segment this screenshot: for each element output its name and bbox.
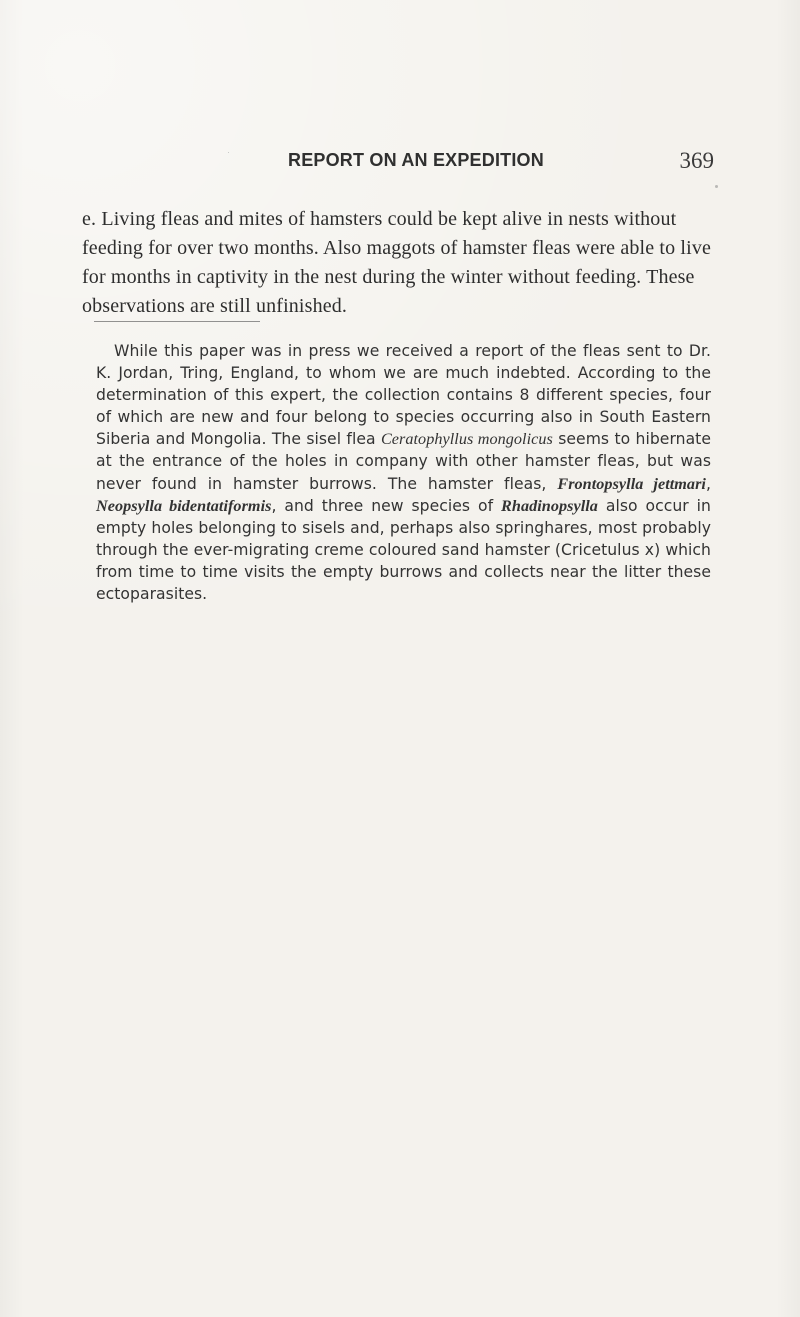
species-name-ceratophyllus: Ceratophyllus mongolicus [380,430,553,449]
species-name-frontopsylla: Frontopsylla jettmari [557,474,706,493]
footnote-text-part-1: While this paper was in press we received a report of the fleas sent to Dr. K. Jordan, Tring, England, to whom we are much indebted. According to the determination of this expert, the collection contains 8 different species, four of which are new and four belong to species occurring also in South Eastern Siberia and Mongolia. The sisel flea [96,342,711,449]
section-separator [94,321,260,322]
footnote-text-part-4: , and three new species of [271,496,502,515]
running-head [0,150,800,174]
footnote-text-part-2: seems to hibernate at the entrance of the holes in company with other hamster fleas, but was never found in hamster burrows. The hamster fleas, [96,430,711,493]
footnote-text-part-5: also occur in empty holes belonging to sisels and, perhaps also springhares, most probably through the ever-migrating creme coloured sand hamster (Cricetulus x) which from time to time visits the empty burrows and collects near the litter these ectoparasites. [96,496,711,604]
main-paragraph: e. Living fleas and mites of hamsters could be kept alive in nests without feeding for over two months. Also maggots of hamster fleas were able to live for months in captivity in the nest during the winter without feeding. These observations are still unfinished. [82,208,712,317]
species-name-neopsylla: Neopsylla bidentatiformis [96,496,272,515]
footnote-text-part-3: , [705,474,711,493]
page-number: 369 [679,148,714,173]
genus-name-rhadinopsylla: Rhadinopsylla [501,496,598,515]
paper-speck [228,152,229,153]
footnote-paragraph [96,340,711,605]
running-title: REPORT ON AN EXPEDITION [288,150,544,170]
paper-speck [715,185,718,188]
